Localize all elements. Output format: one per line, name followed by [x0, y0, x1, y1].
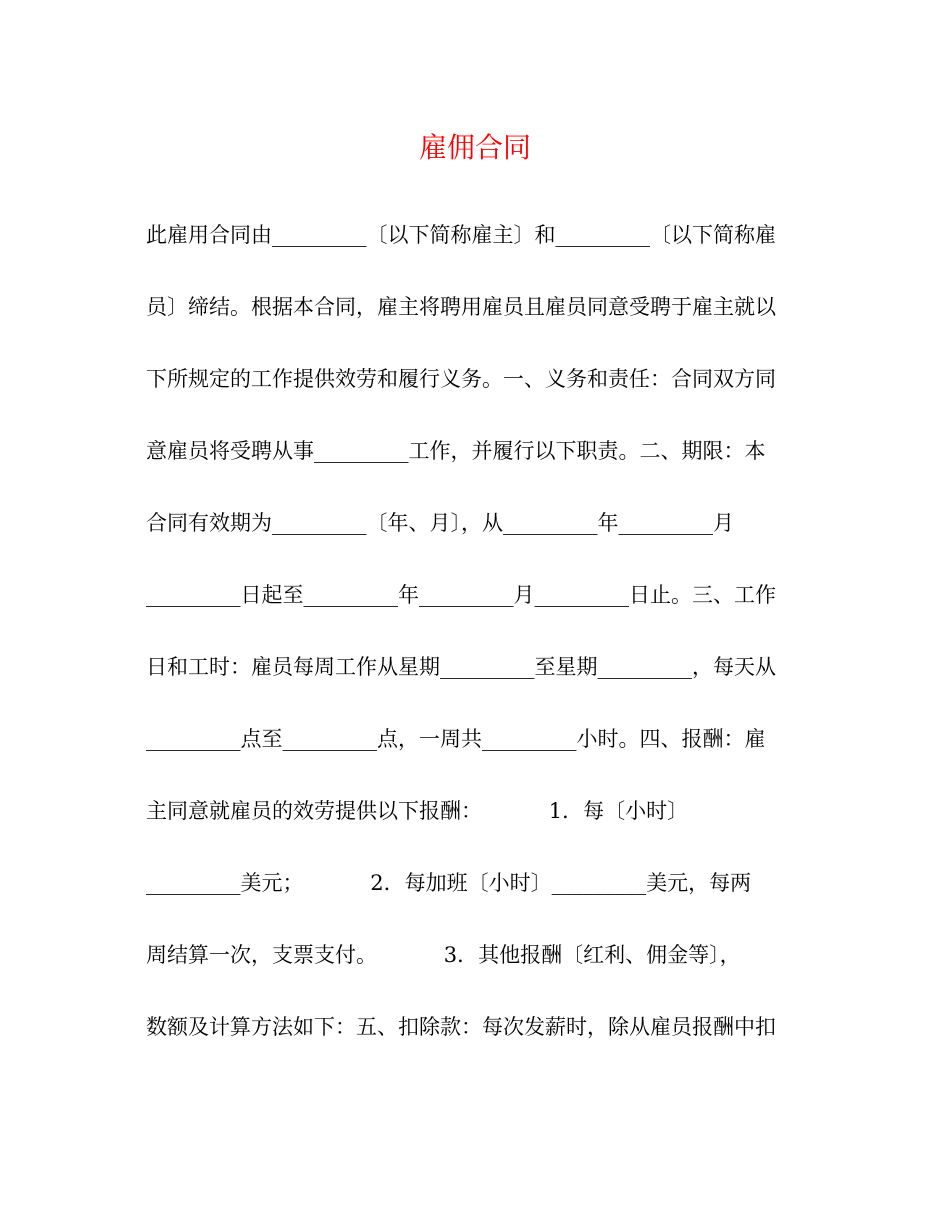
body-line-8: _________点至_________点，一周共_________小时。四、报酬：雇: [146, 727, 766, 751]
body-line-2: 员〕缔结。根据本合同，雇主将聘用雇员且雇员同意受聘于雇主就以: [146, 295, 776, 319]
body-line-11: 周结算一次，支票支付。 3．其他报酬〔红利、佣金等〕，: [146, 943, 741, 967]
document-title: 雇佣合同: [418, 131, 531, 164]
body-line-1: 此雇用合同由_________〔以下简称雇主〕和_________〔以下简称雇: [146, 223, 776, 247]
body-line-4: 意雇员将受聘从事_________工作，并履行以下职责。二、期限：本: [146, 439, 766, 463]
body-line-5: 合同有效期为_________〔年、月〕，从_________年_________月: [146, 511, 734, 535]
body-line-3: 下所规定的工作提供效劳和履行义务。一、义务和责任：合同双方同: [146, 367, 776, 391]
body-line-9: 主同意就雇员的效劳提供以下报酬： 1．每〔小时〕: [146, 799, 689, 823]
body-line-7: 日和工时：雇员每周工作从星期_________至星期_________，每天从: [146, 655, 776, 679]
body-line-6: _________日起至_________年_________月_________日止。三、工作: [146, 583, 776, 607]
body-line-10: _________美元； 2．每加班〔小时〕_________美元，每两: [146, 871, 752, 895]
body-line-12: 数额及计算方法如下：五、扣除款：每次发薪时，除从雇员报酬中扣: [146, 1015, 776, 1039]
